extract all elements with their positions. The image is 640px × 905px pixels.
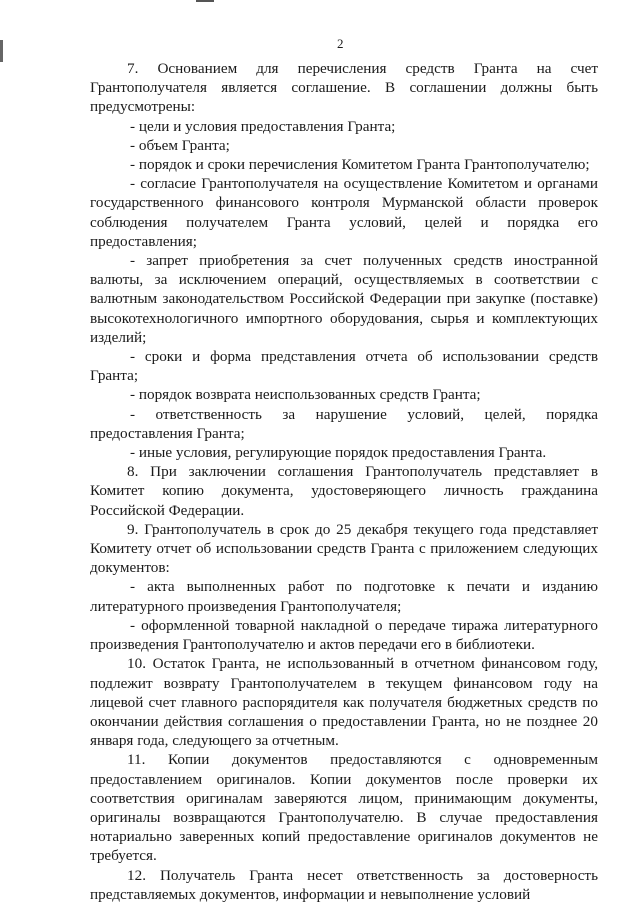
list-item: - порядок возврата неиспользованных средств Гранта; bbox=[130, 386, 481, 404]
list-item: - оформленной товарной накладной о передаче тиража литературного произведения Грантополучателю и актов передачи его в библиотеки. bbox=[90, 616, 598, 654]
list-item: - сроки и форма представления отчета об использовании средств Гранта; bbox=[90, 348, 598, 385]
paragraph-7: 7. Основанием для перечисления средств Гранта на счет Грантополучателя является соглашение. В соглашении должны быть предусмотрены: bbox=[90, 60, 598, 116]
paragraph-8: 8. При заключении соглашения Грантополучатель представляет в Комитет копию документа, удостоверяющего личность гражданина Российской Федерации. bbox=[90, 463, 598, 519]
list-item: - иные условия, регулирующие порядок предоставления Гранта. bbox=[130, 444, 547, 462]
list-item: - объем Гранта; bbox=[130, 136, 230, 154]
paragraph-12: 12. Получатель Гранта несет ответственность за достоверность представляемых документов, информации и невыполнение условий bbox=[90, 866, 598, 903]
page-number: 2 bbox=[337, 36, 344, 51]
list-item: - акта выполненных работ по подготовке к печати и изданию литературного произведения Грантополучателя; bbox=[90, 578, 598, 615]
paragraph-10: 10. Остаток Гранта, не использованный в отчетном финансовом году, подлежит возврату Грантополучателем в текущем финансовом году на лицевой счет главного распорядителя как получателя бюджетных средств по окончании действия соглашения о предоставлении Гранта, но не позднее 20 января года, следующего за отчетным. bbox=[90, 655, 598, 750]
paragraph-11: 11. Копии документов предоставляются с одновременным предоставлением оригиналов. Копии документов после проверки их соответствия оригиналам заверяются лицом, принимающим документы, оригиналы возвращаются Грантополучателю. В случае предоставления нотариально заверенных копий предоставление оригиналов документов не требуется. bbox=[90, 751, 598, 865]
list-item: - запрет приобретения за счет полученных средств иностранной валюты, за исключением операций, осуществляемых в соответствии с валютным законодательством Российской Федерации при закупке (поставке) высокотехнологичного импортного оборудования, сырья и комплектующих изделий; bbox=[90, 252, 598, 346]
scan-artifact-left bbox=[0, 40, 3, 62]
list-item: - ответственность за нарушение условий, целей, порядка предоставления Гранта; bbox=[90, 405, 598, 442]
list-item: - цели и условия предоставления Гранта; bbox=[130, 117, 396, 135]
list-item: - порядок и сроки перечисления Комитетом Гранта Грантополучателю; bbox=[130, 156, 590, 174]
list-item: - согласие Грантополучателя на осуществление Комитетом и органами государственного финансового контроля Мурманской области проверок соблюдения получателем Гранта условий, целей и порядка его предоставления; bbox=[90, 175, 598, 250]
document-body bbox=[90, 59, 598, 904]
paragraph-9: 9. Грантополучатель в срок до 25 декабря текущего года представляет Комитету отчет об использовании средств Гранта с приложением следующих документов: bbox=[90, 520, 598, 577]
scan-artifact-top bbox=[196, 0, 214, 2]
